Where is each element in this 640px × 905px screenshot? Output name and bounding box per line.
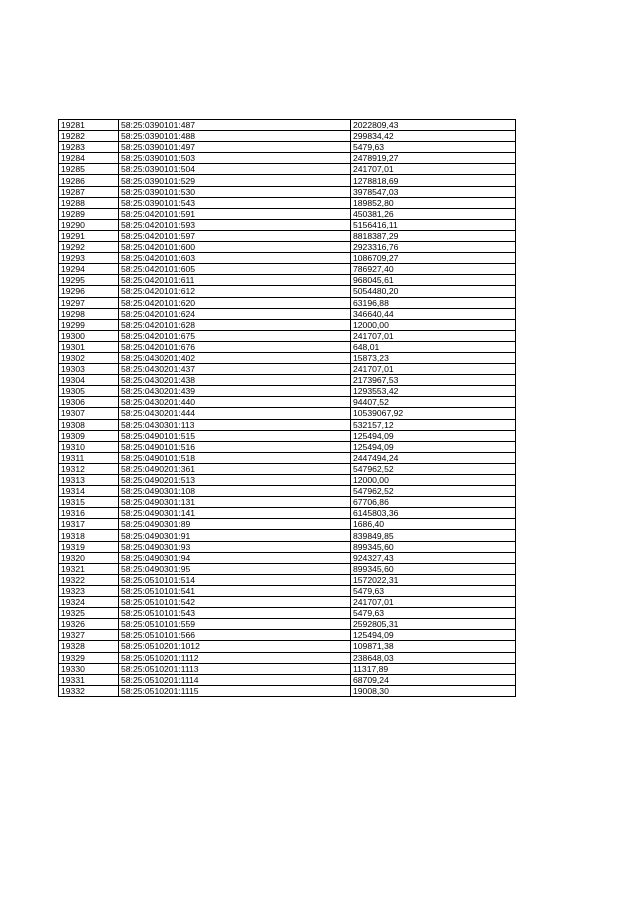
table-row xyxy=(59,308,516,319)
row-number-cell: 19303 xyxy=(59,364,119,375)
value-cell: 189852,80 xyxy=(351,197,516,208)
cadastral-number-cell: 58:25:0490301:91 xyxy=(119,530,351,541)
row-number-cell: 19328 xyxy=(59,641,119,652)
table-row xyxy=(59,341,516,352)
cadastral-number-cell: 58:25:0430201:444 xyxy=(119,408,351,419)
row-number-cell: 19292 xyxy=(59,242,119,253)
cadastral-number-cell: 58:25:0490301:108 xyxy=(119,486,351,497)
table-row xyxy=(59,486,516,497)
value-cell: 109871,38 xyxy=(351,641,516,652)
cadastral-number-cell: 58:25:0420101:597 xyxy=(119,230,351,241)
cadastral-number-cell: 58:25:0510101:559 xyxy=(119,619,351,630)
row-number-cell: 19284 xyxy=(59,153,119,164)
cadastral-number-cell: 58:25:0490301:141 xyxy=(119,508,351,519)
value-cell: 1293553,42 xyxy=(351,386,516,397)
value-cell: 241707,01 xyxy=(351,330,516,341)
value-cell: 1572022,31 xyxy=(351,574,516,585)
cadastral-number-cell: 58:25:0420101:611 xyxy=(119,275,351,286)
row-number-cell: 19296 xyxy=(59,286,119,297)
table-row xyxy=(59,375,516,386)
table-row xyxy=(59,186,516,197)
cadastral-number-cell: 58:25:0390101:543 xyxy=(119,197,351,208)
table-row xyxy=(59,397,516,408)
table-row xyxy=(59,497,516,508)
value-cell: 68709,24 xyxy=(351,674,516,685)
row-number-cell: 19318 xyxy=(59,530,119,541)
cadastral-number-cell: 58:25:0430201:439 xyxy=(119,386,351,397)
table-row xyxy=(59,619,516,630)
table-row xyxy=(59,164,516,175)
row-number-cell: 19323 xyxy=(59,585,119,596)
value-cell: 10539067,92 xyxy=(351,408,516,419)
cadastral-number-cell: 58:25:0490301:95 xyxy=(119,563,351,574)
table-row xyxy=(59,463,516,474)
cadastral-number-cell: 58:25:0490301:131 xyxy=(119,497,351,508)
value-cell: 2022809,43 xyxy=(351,120,516,131)
cadastral-number-cell: 58:25:0390101:530 xyxy=(119,186,351,197)
table-row xyxy=(59,541,516,552)
table-row xyxy=(59,585,516,596)
value-cell: 786927,40 xyxy=(351,264,516,275)
table-row xyxy=(59,530,516,541)
cadastral-number-cell: 58:25:0420101:624 xyxy=(119,308,351,319)
cadastral-number-cell: 58:25:0420101:605 xyxy=(119,264,351,275)
row-number-cell: 19304 xyxy=(59,375,119,386)
row-number-cell: 19309 xyxy=(59,430,119,441)
table-row xyxy=(59,608,516,619)
row-number-cell: 19302 xyxy=(59,352,119,363)
value-cell: 5479,63 xyxy=(351,142,516,153)
cadastral-number-cell: 58:25:0490301:89 xyxy=(119,519,351,530)
cadastral-number-cell: 58:25:0430301:113 xyxy=(119,419,351,430)
table-row xyxy=(59,275,516,286)
table-row xyxy=(59,131,516,142)
row-number-cell: 19300 xyxy=(59,330,119,341)
cadastral-number-cell: 58:25:0510201:1112 xyxy=(119,652,351,663)
row-number-cell: 19307 xyxy=(59,408,119,419)
row-number-cell: 19312 xyxy=(59,463,119,474)
value-cell: 11317,89 xyxy=(351,663,516,674)
cadastral-number-cell: 58:25:0430201:437 xyxy=(119,364,351,375)
value-cell: 3978547,03 xyxy=(351,186,516,197)
value-cell: 899345,60 xyxy=(351,563,516,574)
row-number-cell: 19321 xyxy=(59,563,119,574)
cadastral-number-cell: 58:25:0510101:541 xyxy=(119,585,351,596)
row-number-cell: 19298 xyxy=(59,308,119,319)
table-row xyxy=(59,685,516,696)
table-row xyxy=(59,519,516,530)
table-row xyxy=(59,253,516,264)
cadastral-number-cell: 58:25:0420101:628 xyxy=(119,319,351,330)
row-number-cell: 19293 xyxy=(59,253,119,264)
value-cell: 5479,63 xyxy=(351,608,516,619)
row-number-cell: 19308 xyxy=(59,419,119,430)
value-cell: 299834,42 xyxy=(351,131,516,142)
cadastral-number-cell: 58:25:0510101:566 xyxy=(119,630,351,641)
row-number-cell: 19301 xyxy=(59,341,119,352)
cadastral-number-cell: 58:25:0510201:1114 xyxy=(119,674,351,685)
table-row xyxy=(59,475,516,486)
row-number-cell: 19330 xyxy=(59,663,119,674)
cadastral-number-cell: 58:25:0510101:542 xyxy=(119,597,351,608)
cadastral-number-cell: 58:25:0420101:603 xyxy=(119,253,351,264)
cadastral-value-table xyxy=(58,119,516,697)
table-row xyxy=(59,663,516,674)
row-number-cell: 19326 xyxy=(59,619,119,630)
row-number-cell: 19313 xyxy=(59,475,119,486)
table-row xyxy=(59,230,516,241)
value-cell: 241707,01 xyxy=(351,164,516,175)
table-row xyxy=(59,563,516,574)
row-number-cell: 19288 xyxy=(59,197,119,208)
table-row xyxy=(59,197,516,208)
row-number-cell: 19329 xyxy=(59,652,119,663)
cadastral-number-cell: 58:25:0420101:600 xyxy=(119,242,351,253)
table-row xyxy=(59,330,516,341)
row-number-cell: 19327 xyxy=(59,630,119,641)
row-number-cell: 19306 xyxy=(59,397,119,408)
cadastral-number-cell: 58:25:0390101:529 xyxy=(119,175,351,186)
row-number-cell: 19320 xyxy=(59,552,119,563)
table-row xyxy=(59,641,516,652)
value-cell: 2592805,31 xyxy=(351,619,516,630)
value-cell: 346640,44 xyxy=(351,308,516,319)
table-row xyxy=(59,674,516,685)
row-number-cell: 19295 xyxy=(59,275,119,286)
value-cell: 5479,63 xyxy=(351,585,516,596)
value-cell: 839849,85 xyxy=(351,530,516,541)
row-number-cell: 19325 xyxy=(59,608,119,619)
value-cell: 899345,60 xyxy=(351,541,516,552)
value-cell: 125494,09 xyxy=(351,630,516,641)
row-number-cell: 19331 xyxy=(59,674,119,685)
row-number-cell: 19281 xyxy=(59,120,119,131)
table-row xyxy=(59,242,516,253)
cadastral-number-cell: 58:25:0490201:513 xyxy=(119,475,351,486)
table-row xyxy=(59,408,516,419)
value-cell: 19008,30 xyxy=(351,685,516,696)
row-number-cell: 19310 xyxy=(59,441,119,452)
table-row xyxy=(59,264,516,275)
cadastral-number-cell: 58:25:0490301:93 xyxy=(119,541,351,552)
value-cell: 2478919,27 xyxy=(351,153,516,164)
cadastral-number-cell: 58:25:0490301:94 xyxy=(119,552,351,563)
value-cell: 924327,43 xyxy=(351,552,516,563)
table-row xyxy=(59,419,516,430)
row-number-cell: 19286 xyxy=(59,175,119,186)
table-row xyxy=(59,552,516,563)
value-cell: 241707,01 xyxy=(351,364,516,375)
value-cell: 6145803,36 xyxy=(351,508,516,519)
value-cell: 67706,86 xyxy=(351,497,516,508)
value-cell: 2447494,24 xyxy=(351,452,516,463)
table-row xyxy=(59,219,516,230)
cadastral-number-cell: 58:25:0420101:675 xyxy=(119,330,351,341)
row-number-cell: 19289 xyxy=(59,208,119,219)
value-cell: 12000,00 xyxy=(351,319,516,330)
table-row xyxy=(59,352,516,363)
value-cell: 5156416,11 xyxy=(351,219,516,230)
value-cell: 968045,61 xyxy=(351,275,516,286)
cadastral-number-cell: 58:25:0390101:503 xyxy=(119,153,351,164)
table-row xyxy=(59,153,516,164)
cadastral-number-cell: 58:25:0420101:593 xyxy=(119,219,351,230)
value-cell: 125494,09 xyxy=(351,430,516,441)
table-row xyxy=(59,319,516,330)
value-cell: 2173967,53 xyxy=(351,375,516,386)
table-row xyxy=(59,652,516,663)
value-cell: 238648,03 xyxy=(351,652,516,663)
row-number-cell: 19332 xyxy=(59,685,119,696)
value-cell: 532157,12 xyxy=(351,419,516,430)
row-number-cell: 19305 xyxy=(59,386,119,397)
row-number-cell: 19285 xyxy=(59,164,119,175)
value-cell: 547962,52 xyxy=(351,463,516,474)
table-row xyxy=(59,120,516,131)
row-number-cell: 19283 xyxy=(59,142,119,153)
value-cell: 450381,26 xyxy=(351,208,516,219)
table-row xyxy=(59,508,516,519)
row-number-cell: 19294 xyxy=(59,264,119,275)
value-cell: 8818387,29 xyxy=(351,230,516,241)
table-row xyxy=(59,441,516,452)
value-cell: 241707,01 xyxy=(351,597,516,608)
cadastral-number-cell: 58:25:0490101:518 xyxy=(119,452,351,463)
row-number-cell: 19322 xyxy=(59,574,119,585)
cadastral-number-cell: 58:25:0490101:516 xyxy=(119,441,351,452)
value-cell: 547962,52 xyxy=(351,486,516,497)
cadastral-number-cell: 58:25:0390101:497 xyxy=(119,142,351,153)
cadastral-number-cell: 58:25:0430201:438 xyxy=(119,375,351,386)
row-number-cell: 19291 xyxy=(59,230,119,241)
table-row xyxy=(59,297,516,308)
row-number-cell: 19316 xyxy=(59,508,119,519)
row-number-cell: 19319 xyxy=(59,541,119,552)
cadastral-number-cell: 58:25:0430201:402 xyxy=(119,352,351,363)
table-row xyxy=(59,208,516,219)
cadastral-number-cell: 58:25:0420101:612 xyxy=(119,286,351,297)
table-row xyxy=(59,364,516,375)
table-row xyxy=(59,175,516,186)
row-number-cell: 19317 xyxy=(59,519,119,530)
value-cell: 1278818,69 xyxy=(351,175,516,186)
value-cell: 1086709,27 xyxy=(351,253,516,264)
row-number-cell: 19297 xyxy=(59,297,119,308)
cadastral-number-cell: 58:25:0490201:361 xyxy=(119,463,351,474)
row-number-cell: 19299 xyxy=(59,319,119,330)
cadastral-number-cell: 58:25:0420101:591 xyxy=(119,208,351,219)
row-number-cell: 19314 xyxy=(59,486,119,497)
cadastral-number-cell: 58:25:0390101:487 xyxy=(119,120,351,131)
cadastral-number-cell: 58:25:0510101:514 xyxy=(119,574,351,585)
cadastral-number-cell: 58:25:0510101:543 xyxy=(119,608,351,619)
row-number-cell: 19315 xyxy=(59,497,119,508)
table-row xyxy=(59,386,516,397)
cadastral-number-cell: 58:25:0390101:504 xyxy=(119,164,351,175)
value-cell: 12000,00 xyxy=(351,475,516,486)
value-cell: 15873,23 xyxy=(351,352,516,363)
table-row xyxy=(59,142,516,153)
value-cell: 94407,52 xyxy=(351,397,516,408)
value-cell: 648,01 xyxy=(351,341,516,352)
table-body xyxy=(59,120,516,697)
table-row xyxy=(59,286,516,297)
cadastral-number-cell: 58:25:0420101:676 xyxy=(119,341,351,352)
table-row xyxy=(59,452,516,463)
table-row xyxy=(59,597,516,608)
cadastral-number-cell: 58:25:0510201:1115 xyxy=(119,685,351,696)
cadastral-number-cell: 58:25:0510201:1113 xyxy=(119,663,351,674)
cadastral-number-cell: 58:25:0390101:488 xyxy=(119,131,351,142)
cadastral-number-cell: 58:25:0420101:620 xyxy=(119,297,351,308)
value-cell: 2923316,76 xyxy=(351,242,516,253)
cadastral-number-cell: 58:25:0490101:515 xyxy=(119,430,351,441)
table-row xyxy=(59,430,516,441)
table-row xyxy=(59,574,516,585)
table-row xyxy=(59,630,516,641)
row-number-cell: 19290 xyxy=(59,219,119,230)
cadastral-number-cell: 58:25:0430201:440 xyxy=(119,397,351,408)
row-number-cell: 19287 xyxy=(59,186,119,197)
cadastral-number-cell: 58:25:0510201:1012 xyxy=(119,641,351,652)
row-number-cell: 19282 xyxy=(59,131,119,142)
value-cell: 1686,40 xyxy=(351,519,516,530)
value-cell: 5054480,20 xyxy=(351,286,516,297)
row-number-cell: 19324 xyxy=(59,597,119,608)
value-cell: 63196,88 xyxy=(351,297,516,308)
row-number-cell: 19311 xyxy=(59,452,119,463)
value-cell: 125494,09 xyxy=(351,441,516,452)
